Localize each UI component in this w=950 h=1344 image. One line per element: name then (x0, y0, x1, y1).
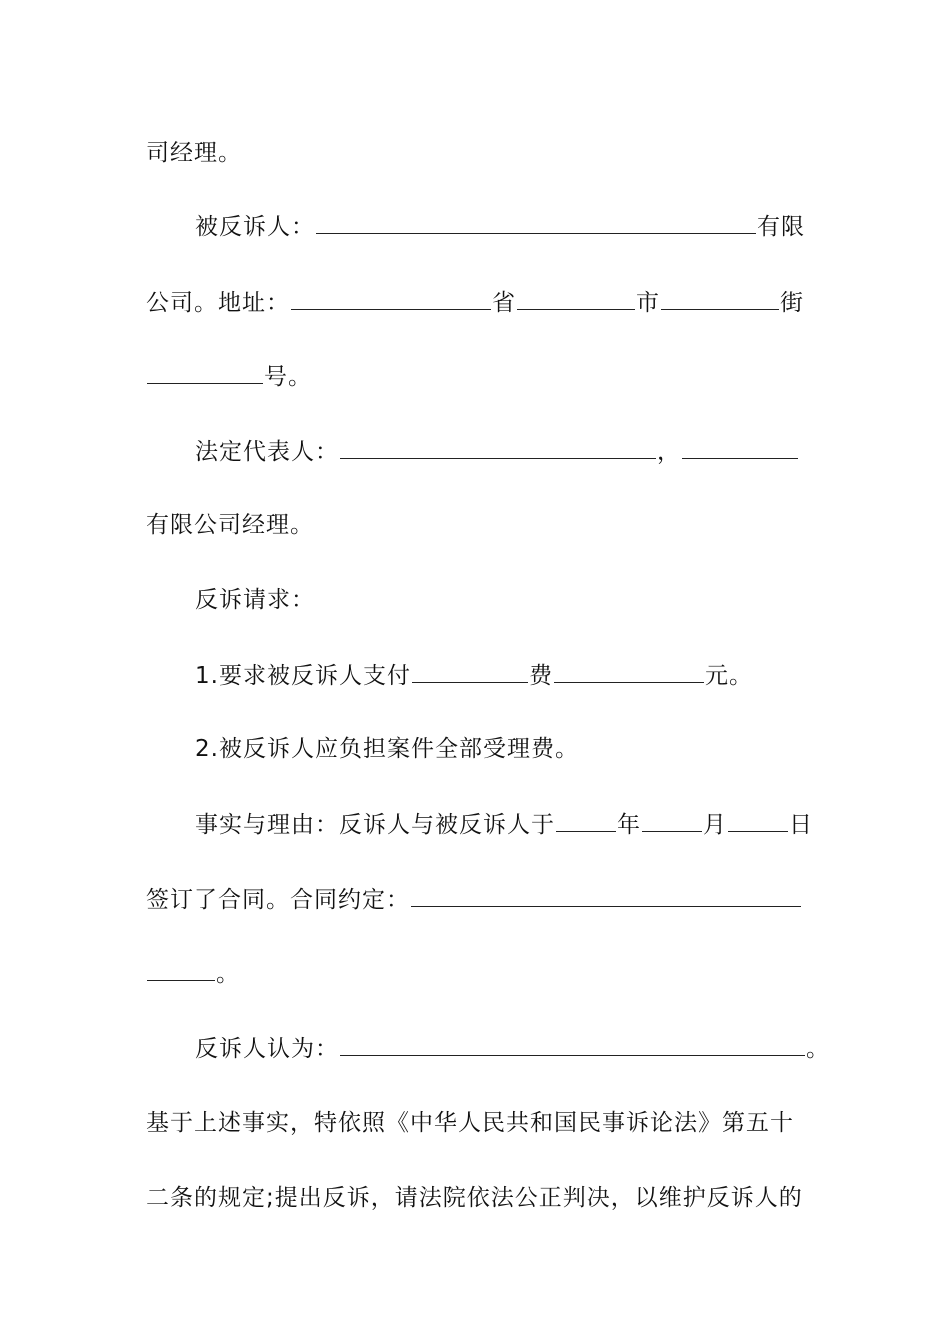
number-line (146, 361, 312, 392)
respondent-line (195, 211, 805, 242)
yuan-label: 元。 (704, 663, 753, 689)
legal-rep-label: 法定代表人： (195, 439, 339, 465)
claims-heading-text: 反诉请求： (195, 587, 315, 613)
opinion-line (195, 1033, 830, 1064)
basis-line-1 (146, 1108, 794, 1138)
fee-item-blank[interactable] (412, 660, 528, 683)
fee-amount-blank[interactable] (554, 660, 704, 683)
facts-line (195, 809, 813, 840)
agreement-blank-cont[interactable] (147, 958, 215, 981)
year-blank[interactable] (556, 809, 616, 832)
province-label: 省 (492, 290, 516, 316)
basis-text-2: 二条的规定;提出反诉，请法院依法公正判决，以维护反诉人的 (146, 1185, 803, 1211)
period: 。 (216, 961, 240, 987)
city-label: 市 (636, 290, 660, 316)
claim-1 (195, 660, 753, 691)
legal-rep-line (195, 436, 799, 467)
day-label: 日 (789, 812, 813, 838)
claims-heading (195, 585, 315, 615)
line-text: 司经理。 (146, 140, 242, 166)
address-line (146, 287, 804, 318)
signed-line (146, 884, 802, 915)
street-blank[interactable] (661, 287, 779, 310)
signed-label: 签订了合同。合同约定： (146, 887, 410, 913)
claim1-text: 1.要求被反诉人支付 (195, 663, 411, 689)
respondent-blank[interactable] (316, 211, 756, 234)
facts-label: 事实与理由：反诉人与被反诉人于 (195, 812, 555, 838)
agreement-blank[interactable] (411, 884, 801, 907)
city-blank[interactable] (517, 287, 635, 310)
respondent-suffix: 有限 (757, 214, 805, 240)
basis-text-1: 基于上述事实，特依照《中华人民共和国民事诉论法》第五十 (146, 1110, 794, 1136)
address-label: 公司。地址： (146, 290, 290, 316)
number-blank[interactable] (147, 361, 263, 384)
opinion-blank[interactable] (340, 1033, 805, 1056)
period: 。 (806, 1036, 830, 1062)
comma: ， (657, 439, 681, 465)
fee-label: 费 (528, 663, 553, 689)
basis-line-2 (146, 1183, 803, 1213)
street-label: 街 (780, 290, 804, 316)
company-blank[interactable] (682, 436, 798, 459)
period-line (146, 958, 240, 989)
month-blank[interactable] (642, 809, 702, 832)
legal-rep-blank[interactable] (340, 436, 656, 459)
line-text: 有限公司经理。 (146, 512, 314, 538)
claim2-text: 2.被反诉人应负担案件全部受理费。 (195, 736, 579, 762)
month-label: 月 (703, 812, 727, 838)
claim-2 (195, 734, 579, 764)
text-line (146, 510, 314, 540)
text-line (146, 138, 242, 168)
day-blank[interactable] (728, 809, 788, 832)
number-suffix: 号。 (264, 364, 312, 390)
year-label: 年 (617, 812, 641, 838)
respondent-label: 被反诉人： (195, 214, 315, 240)
opinion-label: 反诉人认为： (195, 1036, 339, 1062)
province-blank[interactable] (291, 287, 491, 310)
